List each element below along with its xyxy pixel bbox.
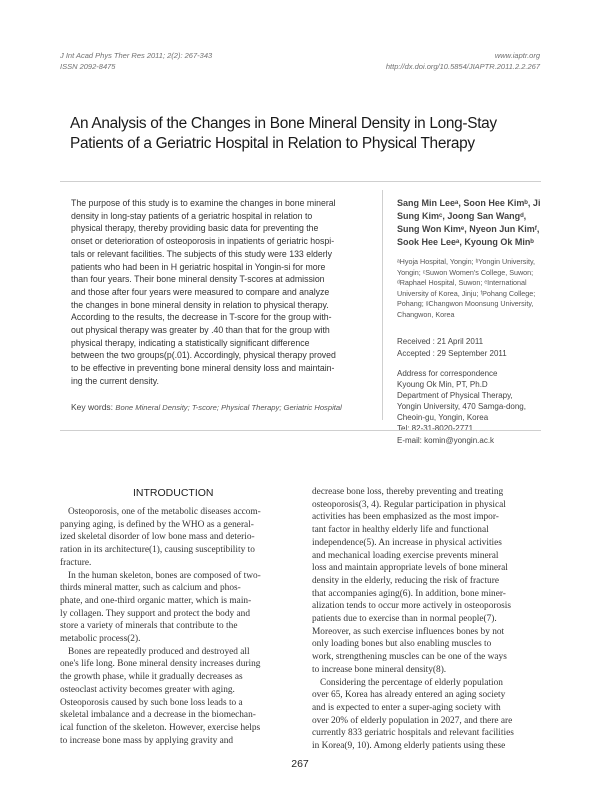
paragraph-line: ical function of the skeleton. However, exercise helps [60, 722, 261, 733]
abstract-line: The purpose of this study is to examine the changes in bone mineral [71, 198, 336, 208]
abstract-line: density in long-stay patients of a geriatric hospital in relation to [71, 210, 313, 221]
paragraph-line: osteoporosis(3, 4). Regular participation in physical [312, 499, 506, 510]
paragraph-line: currently 833 geriatric hospitals and relevant facilities [312, 728, 514, 739]
correspondence-line: Department of Physical Therapy, [397, 391, 513, 401]
publication-dates [397, 336, 547, 359]
page-number: 267 [291, 758, 309, 770]
paragraph-line: in Korea(9, 10). Among elderly patients using these [312, 741, 506, 752]
paragraph-line: Considering the percentage of elderly population [320, 677, 503, 688]
paragraph-line: and is expected to enter a super-aging society with [312, 702, 501, 713]
paragraph-line: activities has been emphasized as the most impor- [312, 512, 499, 523]
abstract-line: tals or relevant facilities. The subjects of this study were 133 elderly [71, 248, 333, 259]
paragraph-line: ized skeletal disorder of low bone mass and deterio- [60, 532, 255, 543]
paragraph-line: tant factor in healthy elderly life and functional [312, 525, 489, 536]
keywords-label: Key words: [71, 402, 114, 412]
author-line: Sang Min Leeᵃ, Soon Hee Kimᵇ, Ji [397, 198, 541, 208]
paragraph-line: one's life long. Bone mineral density increases during [60, 659, 261, 670]
paragraph-line: and mechanical loading exercise prevents mineral [312, 550, 499, 561]
column-divider [382, 190, 383, 420]
correspondence-line: Address for correspondence [397, 369, 498, 378]
author-line: Sung Kimᶜ, Joong San Wangᵈ, [397, 211, 527, 221]
doi-link[interactable]: http://dx.doi.org/10.5854/JIAPTR.2011.2.2.267 [385, 62, 540, 71]
abstract-line: to be effective in preventing bone mineral density loss and maintain- [71, 363, 335, 374]
paragraph-line: only loading bones but also enabling muscles to [312, 639, 492, 650]
paragraph-line: metabolic process(2). [60, 634, 141, 645]
correspondence-line: Tel: 82-31-8020-2771 [397, 424, 474, 434]
abstract-line: between the two groups(p(.01). Accordingly, physical therapy proved [71, 350, 336, 361]
paragraph-line: ly collagen. They support and protect the body and [60, 608, 251, 619]
paragraph-line: to increase bone mass by applying gravity and [60, 735, 234, 746]
paragraph-line: loss and maintain appropriate levels of bone mineral [312, 563, 508, 574]
paragraph-line: decrease bone loss, thereby preventing and treating [312, 487, 504, 497]
affiliation-line: ᵃHyoja Hospital, Yongin; ᵇYongin University, [397, 257, 536, 266]
abstract [71, 197, 367, 388]
abstract-line: the changes in bone mineral density in relation to physical therapy. [71, 299, 329, 310]
accepted-date: Accepted : 29 September 2011 [397, 348, 507, 358]
keywords-list: Bone Mineral Density; T-score; Physical Therapy; Geriatric Hospital [115, 403, 342, 412]
keywords [71, 402, 342, 412]
website-link[interactable]: www.iaptr.org [494, 51, 540, 60]
correspondence [397, 368, 547, 446]
abstract-line: physical therapy, thereby providing basic data for preventing the [71, 223, 319, 234]
journal-citation: J Int Acad Phys Ther Res 2011; 2(2): 267-343 [60, 51, 213, 60]
paragraph-line: thirds mineral matter, such as calcium and phos- [60, 583, 241, 594]
paragraph-line: that accompanies aging(6). In addition, bone miner- [312, 588, 506, 599]
paragraph-line: Osteoporosis caused by such bone loss leads to a [60, 697, 243, 708]
paragraph-line: independence(5). An increase in physical activities [312, 537, 502, 548]
correspondence-line: Kyoung Ok Min, PT, Ph.D [397, 380, 488, 390]
affiliation-line: Changwon, Korea [397, 309, 455, 319]
running-header-right [386, 50, 540, 72]
correspondence-line: Yongin University, 470 Samga-dong, [397, 402, 526, 412]
paragraph-line: Moreover, as such exercise influences bones by not [312, 626, 505, 637]
paragraph-line: patients due to exercise than in normal people(7). [312, 614, 497, 625]
bottom-divider [60, 430, 541, 431]
paragraph-line: to increase bone mineral density(8). [312, 664, 447, 675]
section-heading: INTRODUCTION [133, 487, 214, 499]
paragraph-line: work, strengthening muscles can be one of the ways [312, 652, 507, 663]
received-date: Received : 21 April 2011 [397, 337, 484, 346]
paragraph-line: over 65, Korea has already entered an aging society [312, 690, 506, 701]
paragraph-line: ration in its architecture(1), causing susceptibility to [60, 545, 255, 556]
top-divider [60, 181, 541, 182]
title-line: An Analysis of the Changes in Bone Mineral Density in Long-Stay [70, 115, 497, 132]
abstract-line: patients who had been in H geriatric hospital in Yongin-si for more [71, 261, 326, 272]
abstract-line: onset or deterioration of osteoporosis in inpatients of geriatric hospi- [71, 236, 335, 247]
affiliations [397, 257, 547, 321]
body-column-left [60, 506, 288, 747]
paragraph-line: osteoclast activity becomes greater with aging. [60, 684, 235, 695]
affiliation-line: University of Korea, Jinju; ᶠPohang College; [397, 288, 536, 298]
abstract-line: than four years. Their bone mineral density T-scores at admission [71, 274, 325, 285]
affiliation-line: Pohang; ᵍChangwon Moonsung University, [397, 299, 534, 309]
article-title [70, 114, 540, 154]
paragraph-line: panying aging, is defined by the WHO as a general- [60, 519, 254, 530]
paragraph-line: fracture. [60, 557, 92, 568]
abstract-line: physical therapy, indicating a statistically significant difference [71, 337, 310, 348]
abstract-line: out physical therapy was greater by .40 than that for the group with [71, 325, 330, 336]
body-column-right [312, 486, 540, 753]
abstract-line: ing the current density. [71, 375, 159, 386]
issn: ISSN 2092-8475 [60, 62, 116, 71]
paragraph-line: In the human skeleton, bones are composed of two- [68, 570, 261, 581]
author-list [397, 197, 547, 249]
paragraph-line: the growth phase, while it gradually decreases as [60, 672, 243, 683]
paragraph-line: over 20% of elderly population in 2027, and there are [312, 715, 513, 726]
email-link[interactable]: E-mail: komin@yongin.ac.k [397, 435, 495, 445]
abstract-line: and those after four years were measured to compare and analyze [71, 286, 330, 297]
paragraph-line: Bones are repeatedly produced and destroyed all [68, 646, 250, 657]
paragraph-line: phate, and one-third organic matter, which is main- [60, 595, 252, 606]
abstract-line: According to the results, the decrease in T-score for the group with- [71, 312, 332, 323]
paragraph-line: alization tends to occur more actively in osteoporosis [312, 601, 512, 612]
paragraph-line: skeletal imbalance and a decrease in the biomechan- [60, 710, 256, 721]
running-header-left [60, 50, 212, 72]
paragraph-line: store a variety of minerals that contribute to the [60, 621, 238, 632]
correspondence-line: Cheoin-gu, Yongin, Korea [397, 413, 489, 423]
author-line: Sung Won Kimᵉ, Nyeon Jun Kimᶠ, [397, 224, 540, 234]
affiliation-line: Yongin; ᶜSuwon Women's College, Suwon; [397, 267, 534, 277]
affiliation-line: ᵈRaphael Hospital, Suwon; ᵉInternational [397, 278, 527, 288]
paragraph-line: Osteoporosis, one of the metabolic diseases accom- [68, 507, 261, 517]
paragraph-line: density in the elderly, reducing the risk of fracture [312, 575, 499, 586]
author-line: Sook Hee Leeᵃ, Kyoung Ok Minᵇ [397, 237, 534, 247]
title-line: Patients of a Geriatric Hospital in Relation to Physical Therapy [70, 135, 475, 152]
